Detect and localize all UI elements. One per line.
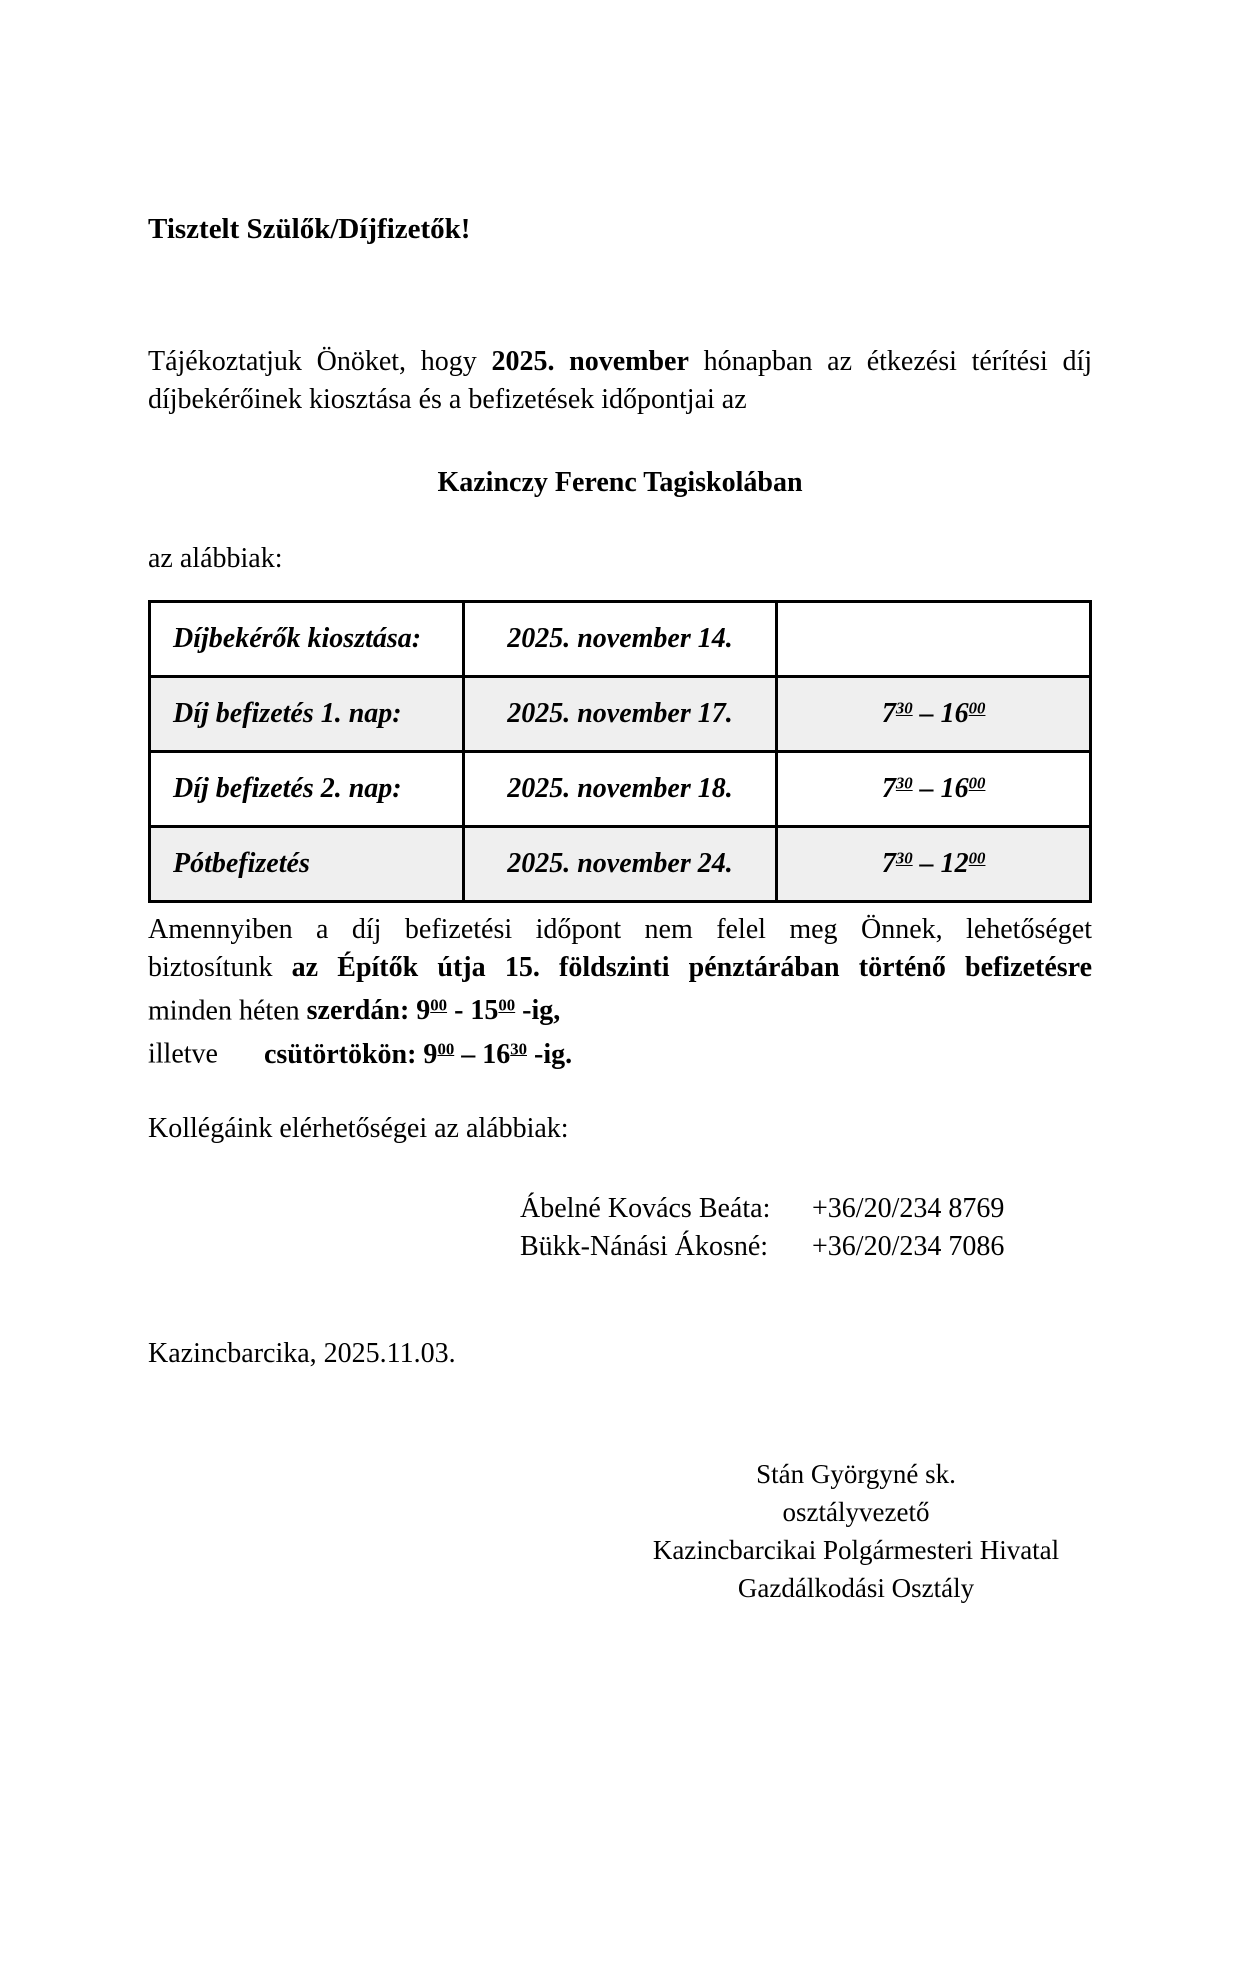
cashier-note-paragraph: [148, 911, 1092, 1074]
note-line-3: minden héten szerdán: $9^{00} - 15^{00}$ -ig,: [148, 995, 561, 1027]
minutes-superscript: 00: [437, 1039, 455, 1059]
note-line-4: illetve csütörtökön: $9^{00} - 16^{30}$ -ig.: [148, 1038, 573, 1070]
contacts-heading: Kollégáink elérhetőségei az alábbiak:: [148, 1112, 569, 1144]
minutes-superscript: 30: [895, 848, 913, 868]
row-time: $7^{30} - 12^{00}$: [777, 827, 1091, 902]
row-time: $7^{30} - 16^{00}$: [777, 752, 1091, 827]
minutes-superscript: 30: [510, 1039, 527, 1059]
signer-office: Kazincbarcikai Polgármesteri Hivatal: [652, 1534, 1060, 1565]
row-label: Díj befizetés 1. nap:: [150, 677, 464, 752]
contact-row: [520, 1228, 1092, 1266]
table-row: [150, 752, 1091, 827]
intro-paragraph: [148, 343, 1092, 419]
contact-phone: +36/20/234 8769: [812, 1192, 1005, 1224]
intro-line1-month: 2025. november: [491, 346, 689, 377]
contacts-block: [148, 1190, 1092, 1266]
page-title: Tisztelt Szülők/Díjfizetők!: [148, 213, 471, 245]
intro-line1-post: hónapban az étkezési térítési díj: [703, 346, 1093, 377]
minutes-superscript: 00: [430, 996, 448, 1015]
thursday-hours-bold: csütörtökön: $9^{00} - 16^{30}$ -ig.: [263, 1038, 573, 1070]
minutes-superscript: 00: [498, 996, 516, 1015]
row-date: 2025. november 24.: [463, 827, 777, 902]
contact-name: Bükk-Nánási Ákosné:: [520, 1230, 769, 1262]
note-line-1: Amennyiben a díj befizetési időpont nem felel meg Önnek, lehetőséget: [148, 914, 1092, 945]
contact-phone: +36/20/234 7086: [812, 1230, 1005, 1262]
table-row: [150, 827, 1091, 902]
minutes-superscript: 00: [968, 698, 986, 718]
school-name: Kazinczy Ferenc Tagiskolában: [437, 467, 803, 498]
minutes-superscript: 00: [968, 773, 986, 793]
table-row: [150, 677, 1091, 752]
minutes-superscript: 30: [895, 698, 913, 718]
row-label: Díj befizetés 2. nap:: [150, 752, 464, 827]
intro-line-2: díjbekérőinek kiosztása és a befizetések időpontjai az: [148, 384, 747, 415]
place-and-date-line: Kazincbarcika, 2025.11.03.: [148, 1337, 456, 1369]
lead-out-line: az alábbiak:: [148, 543, 283, 574]
signer-department: Gazdálkodási Osztály: [737, 1572, 975, 1603]
note-line-2: biztosítunk az Építők útja 15. földszinti pénztárában történő befizetésre: [148, 952, 1092, 983]
document-page: [0, 210, 1240, 1607]
contact-row: [520, 1190, 1092, 1228]
row-date: 2025. november 14.: [463, 602, 777, 677]
row-date: 2025. november 18.: [463, 752, 777, 827]
signer-role: osztályvezető: [782, 1496, 930, 1527]
signer-name: Stán Györgyné sk.: [756, 1458, 956, 1489]
payment-schedule-table: [148, 600, 1092, 903]
wednesday-hours-bold: szerdán: $9^{00} - 15^{00}$ -ig,: [306, 995, 561, 1027]
table-row: [150, 602, 1091, 677]
minutes-superscript: 30: [895, 773, 913, 793]
row-time: $7^{30} - 16^{00}$: [777, 677, 1091, 752]
signature-block: [606, 1455, 1106, 1607]
row-label: Pótbefizetés: [150, 827, 464, 902]
row-label: Díjbekérők kiosztása:: [150, 602, 464, 677]
row-time-empty: [777, 602, 1091, 677]
contact-name: Ábelné Kovács Beáta:: [520, 1192, 771, 1224]
cashier-address-bold: az Építők útja 15. földszinti pénztárában történő befizetésre: [291, 952, 1092, 983]
minutes-superscript: 00: [968, 848, 986, 868]
row-date: 2025. november 17.: [463, 677, 777, 752]
intro-line1-pre: Tájékoztatjuk Önöket, hogy: [148, 346, 477, 377]
intro-line-1: [148, 343, 1092, 381]
